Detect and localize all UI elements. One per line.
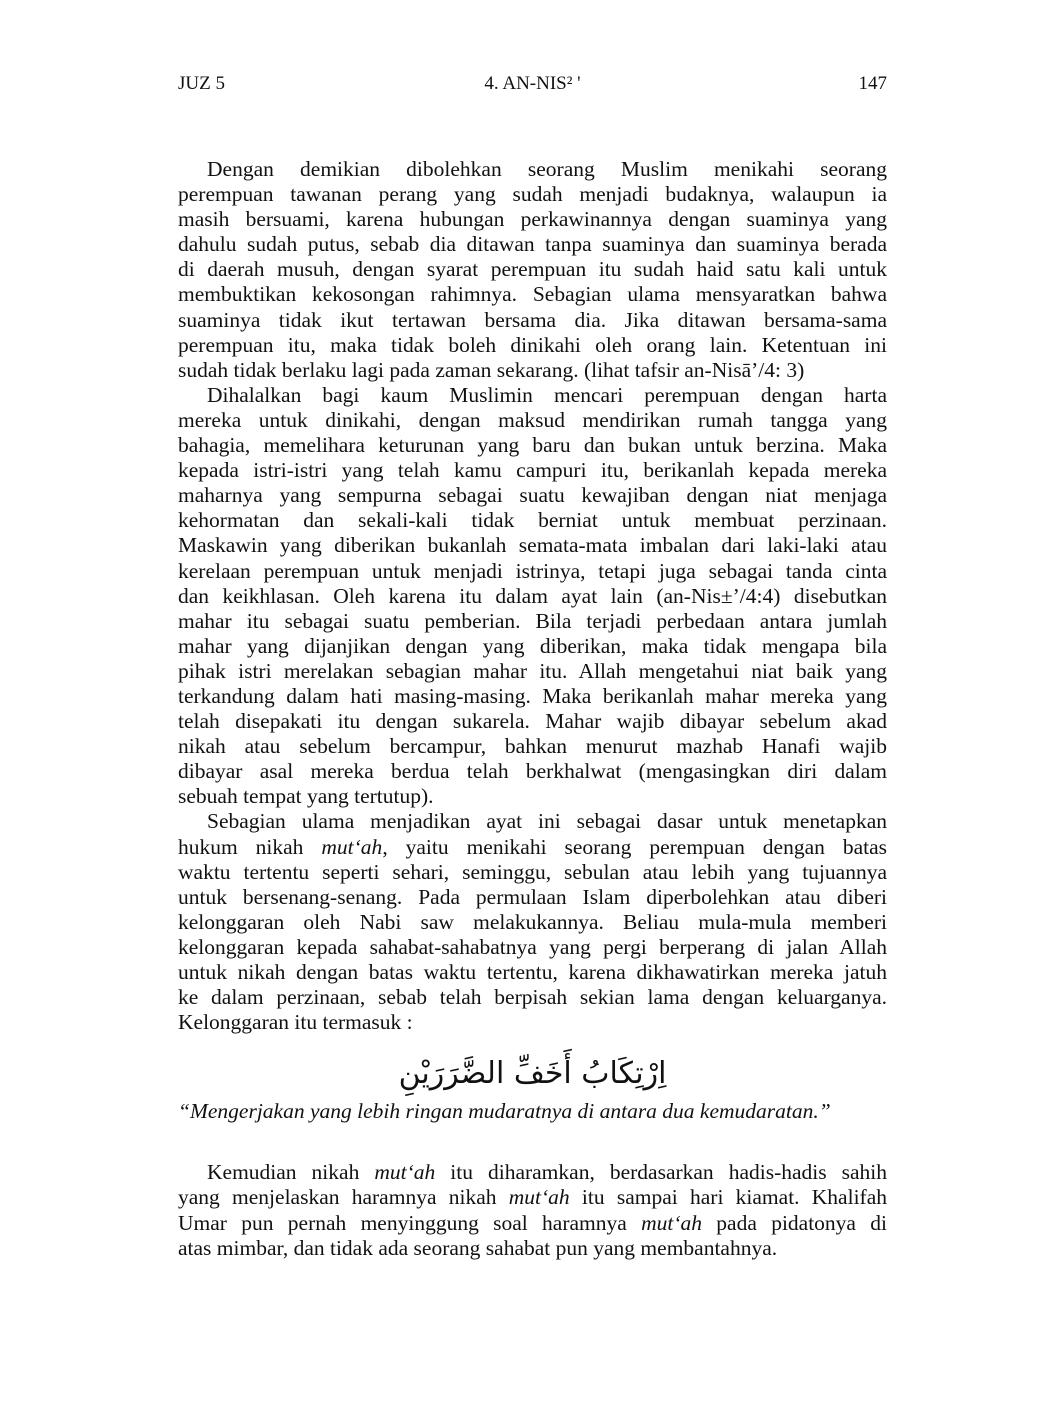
text-line: terkandung dalam hati masing-masing. Maka berikanlah mahar mereka yang	[178, 683, 887, 708]
text-line: atas mimbar, dan tidak ada seorang sahabat pun yang membantahnya.	[178, 1235, 778, 1260]
text-line: kepada istri-istri yang telah kamu campuri itu, berikanlah kepada mereka	[178, 458, 887, 483]
text-line: pihak istri merelakan sebagian mahar itu. Allah mengetahui niat baik yang	[178, 658, 887, 683]
paragraph-1	[178, 157, 887, 383]
text-line: maharnya yang sempurna sebagai suatu kewajiban dengan niat menjaga	[178, 483, 887, 508]
text-line: untuk nikah dengan batas waktu tertentu, karena dikhawatirkan mereka jatuh	[178, 960, 887, 984]
paragraph-4	[178, 1160, 887, 1260]
page-header	[178, 73, 887, 101]
text-line: membuktikan kekosongan rahimnya. Sebagian ulama mensyaratkan bahwa	[178, 282, 887, 307]
text-line: perempuan tawanan perang yang sudah menjadi budaknya, walaupun ia	[178, 182, 887, 207]
text-span: yang menjelaskan haramnya nikah	[178, 1185, 509, 1210]
text-line: kerelaan perempuan untuk menjadi istrinya, tetapi juga sebagai tanda cinta	[178, 558, 887, 583]
text-line: sebuah tempat yang tertutup).	[178, 784, 434, 809]
italic-term: mut‘ah	[508, 1185, 570, 1210]
text-span: hukum nikah	[178, 834, 322, 859]
text-line	[178, 1185, 887, 1210]
text-line: mahar itu sebagai suatu pemberian. Bila terjadi perbedaan antara jumlah	[178, 608, 887, 633]
paragraph-3	[178, 809, 887, 1035]
text-line: kelonggaran kepada sahabat-sahabatnya yang pergi berperang di jalan Allah	[178, 934, 887, 959]
page-number: 147	[858, 73, 887, 94]
text-span: itu diharamkan, berdasarkan hadis-hadis sahih	[435, 1160, 887, 1185]
surah-title: 4. AN-NIS² '	[484, 73, 581, 94]
text-line: mahar yang dijanjikan dengan yang diberikan, maka tidak mengapa bila	[178, 633, 887, 658]
text-line: bahagia, memelihara keturunan yang baru dan bukan untuk berzina. Maka	[178, 433, 887, 458]
text-line: kelonggaran oleh Nabi saw melakukannya. Beliau mula-mula memberi	[178, 909, 887, 934]
translation-quote: “Mengerjakan yang lebih ringan mudaratnya di antara dua kemudaratan.”	[178, 1099, 831, 1124]
text-span: Kemudian nikah	[207, 1160, 375, 1185]
text-line: sudah tidak berlaku lagi pada zaman sekarang. (lihat tafsir an-Nisā’/4: 3)	[178, 357, 805, 382]
text-line: Dengan demikian dibolehkan seorang Muslim menikahi seorang	[207, 157, 887, 181]
text-line: Dihalalkan bagi kaum Muslimin mencari perempuan dengan harta	[207, 382, 887, 407]
text-line: telah disepakati itu dengan sukarela. Mahar wajib dibayar sebelum akad	[178, 709, 887, 734]
italic-term: mut‘ah	[641, 1210, 703, 1235]
text-line	[178, 835, 887, 860]
text-line: kehormatan dan sekali-kali tidak berniat untuk membuat perzinaan.	[178, 508, 887, 533]
paragraph-2	[178, 383, 887, 810]
text-span: Umar pun pernah menyinggung soal haramnya	[178, 1210, 642, 1235]
text-span: , yaitu menikahi seorang perempuan dengan batas	[382, 834, 887, 859]
arabic-text: اِرْتِكَابُ أَخَفِّ الضَّرَرَيْنِ	[398, 1056, 667, 1092]
text-line: ke dalam perzinaan, sebab telah berpisah sekian lama dengan keluarganya.	[178, 985, 887, 1010]
italic-term: mut‘ah	[321, 834, 383, 859]
text-line: nikah atau sebelum bercampur, bahkan menurut mazhab Hanafi wajib	[178, 734, 887, 759]
text-line: waktu tertentu seperti sehari, seminggu, sebulan atau lebih yang tujuannya	[178, 859, 887, 884]
juz-label: JUZ 5	[178, 73, 225, 94]
text-line: masih bersuami, karena hubungan perkawinannya dengan suaminya yang	[178, 207, 887, 232]
text-span: itu sampai hari kiamat. Khalifah	[569, 1185, 887, 1210]
italic-term: mut‘ah	[374, 1160, 436, 1185]
text-line: Kelonggaran itu termasuk :	[178, 1010, 413, 1035]
text-line: mereka untuk dinikahi, dengan maksud mendirikan rumah tangga yang	[178, 407, 887, 432]
text-line: dahulu sudah putus, sebab dia ditawan tanpa suaminya dan suaminya berada	[178, 232, 887, 257]
text-line: perempuan itu, maka tidak boleh dinikahi oleh orang lain. Ketentuan ini	[178, 332, 887, 357]
spacer	[178, 1124, 887, 1160]
page-body	[178, 157, 887, 1261]
text-line: di daerah musuh, dengan syarat perempuan itu sudah haid satu kali untuk	[178, 257, 887, 282]
text-line: dan keikhlasan. Oleh karena itu dalam ayat lain (an-Nis±’/4:4) disebutkan	[178, 583, 887, 608]
text-line	[178, 1160, 887, 1185]
text-line: dibayar asal mereka berdua telah berkhalwat (mengasingkan diri dalam	[178, 759, 887, 784]
text-line: untuk bersenang-senang. Pada permulaan Islam diperbolehkan atau diberi	[178, 884, 887, 909]
text-line: suaminya tidak ikut tertawan bersama dia. Jika ditawan bersama-sama	[178, 307, 887, 332]
text-line: Maskawin yang diberikan bukanlah semata-mata imbalan dari laki-laki atau	[178, 533, 887, 558]
text-line	[178, 1211, 887, 1236]
text-line: Sebagian ulama menjadikan ayat ini sebagai dasar untuk menetapkan	[207, 809, 887, 834]
text-span: pada pidatonya di	[702, 1210, 887, 1235]
